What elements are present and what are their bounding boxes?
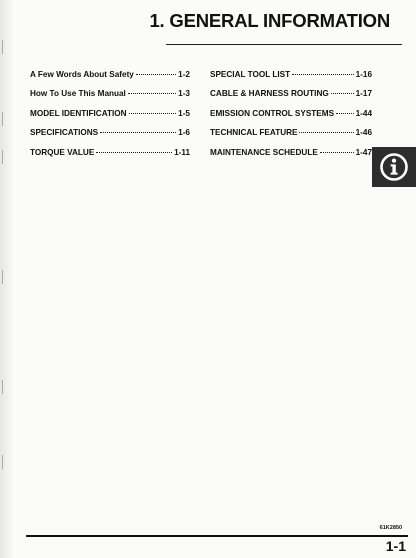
toc-entry-page: 1-3 <box>178 89 190 99</box>
chapter-title: 1. GENERAL INFORMATION <box>149 10 390 31</box>
dot-leader <box>100 132 176 133</box>
binding-hole <box>2 455 13 469</box>
dot-leader <box>320 152 354 153</box>
toc-entry-label: TECHNICAL FEATURE <box>210 128 298 138</box>
toc-entry-label: MAINTENANCE SCHEDULE <box>210 147 318 157</box>
title-divider <box>166 44 402 45</box>
toc-entry-page: 1-6 <box>178 128 190 138</box>
toc-entry[interactable] <box>30 89 190 108</box>
toc-entry-label: SPECIFICATIONS <box>30 128 99 138</box>
toc-entry-label: How To Use This Manual <box>30 89 126 99</box>
dot-leader <box>128 93 176 94</box>
dot-leader <box>331 93 354 94</box>
toc-entry-label: MODEL IDENTIFICATION <box>30 108 127 118</box>
dot-leader <box>136 74 176 75</box>
toc-entry-page: 1-16 <box>355 70 372 79</box>
toc-entry-page: 1-17 <box>355 89 372 99</box>
page-number: 1-1 <box>385 538 406 554</box>
toc-entry[interactable] <box>30 109 190 128</box>
dot-leader <box>336 113 354 114</box>
toc-entry-page: 1-46 <box>355 128 372 138</box>
binding-hole <box>2 270 13 284</box>
section-tab[interactable] <box>372 147 416 187</box>
toc-entry-page: 1-44 <box>355 108 372 118</box>
toc-column-left <box>30 70 190 167</box>
binding-edge <box>0 0 14 558</box>
toc-entry-page: 1-47 <box>355 147 372 157</box>
binding-hole <box>2 112 13 126</box>
toc-entry-page: 1-11 <box>174 147 190 157</box>
document-code: 61K2850 <box>379 525 402 531</box>
toc-entry-page: 1-5 <box>178 108 190 118</box>
toc-entry-label: SPECIAL TOOL LIST <box>210 70 291 79</box>
binding-hole <box>2 150 13 164</box>
dot-leader <box>299 132 353 133</box>
footer-divider <box>26 535 408 537</box>
dot-leader <box>129 113 177 114</box>
binding-hole <box>2 380 13 394</box>
dot-leader <box>292 74 354 75</box>
toc-entry[interactable] <box>210 128 372 147</box>
toc-entry-page: 1-2 <box>178 70 190 79</box>
dot-leader <box>96 152 172 153</box>
toc-column-right <box>210 70 372 167</box>
info-icon <box>379 152 409 182</box>
toc-entry[interactable] <box>30 70 190 89</box>
toc-entry[interactable] <box>210 70 372 89</box>
toc-entry[interactable] <box>210 148 372 167</box>
toc-entry-label: A Few Words About Safety <box>30 70 134 79</box>
toc-entry-label: EMISSION CONTROL SYSTEMS <box>210 108 335 118</box>
toc-entry[interactable] <box>30 148 190 167</box>
toc-entry-label: TORQUE VALUE <box>30 147 95 157</box>
toc-entry-label: CABLE & HARNESS ROUTING <box>210 89 329 99</box>
toc-entry[interactable] <box>210 89 372 108</box>
binding-hole <box>2 40 13 54</box>
toc-entry[interactable] <box>210 109 372 128</box>
toc-entry[interactable] <box>30 128 190 147</box>
